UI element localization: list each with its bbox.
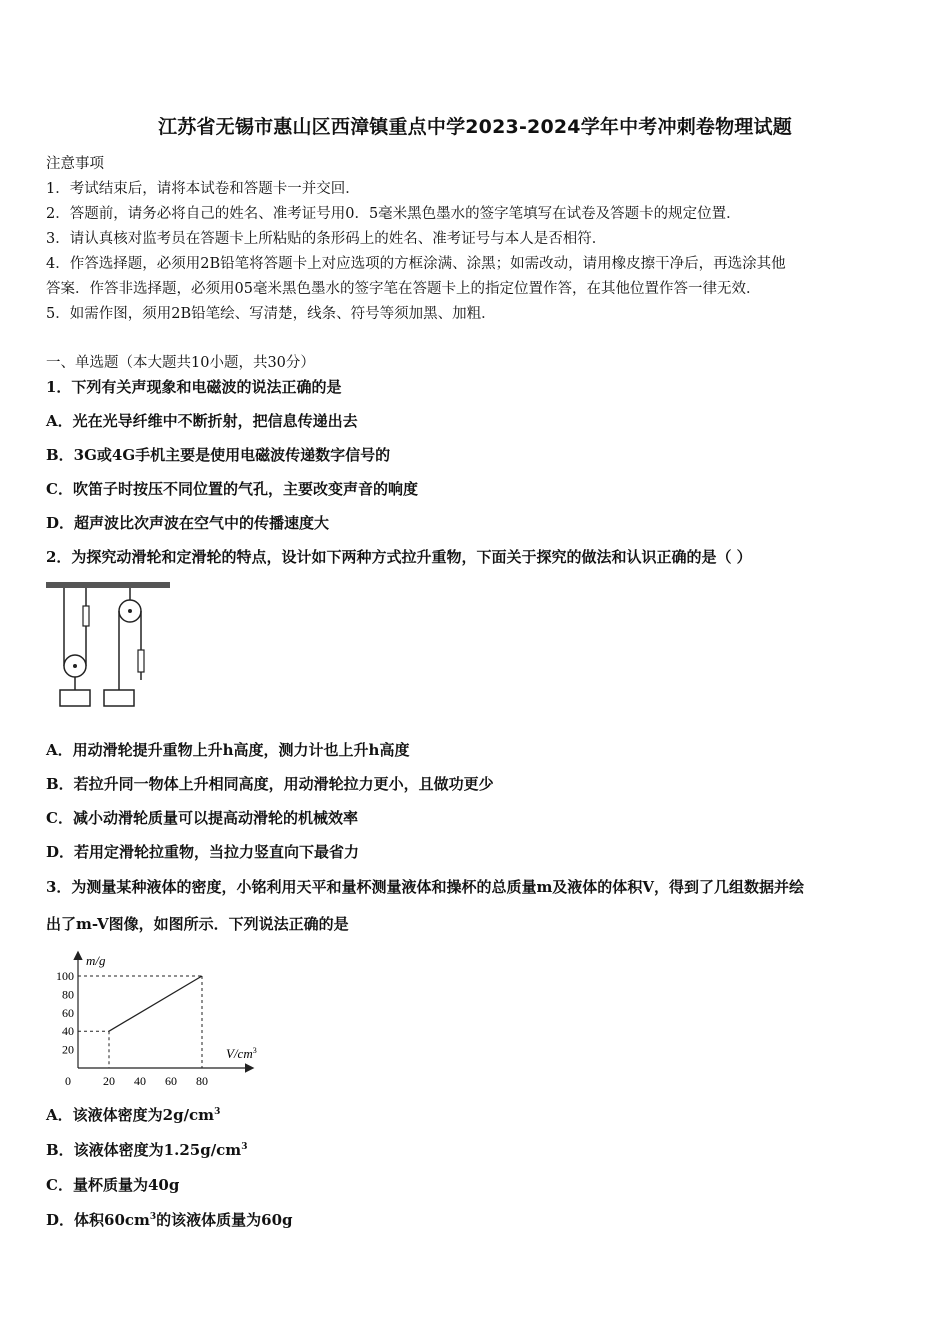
- question-1-option-d: D．超声波比次声波在空气中的传播速度大: [46, 514, 330, 532]
- question-1-option-c: C．吹笛子时按压不同位置的气孔，主要改变声音的响度: [46, 480, 418, 498]
- section-heading: 一、单选题（本大题共10小题，共30分）: [46, 355, 315, 371]
- pulley-diagram: [44, 578, 174, 710]
- question-3-stem-line1: 3．为测量某种液体的密度，小铭利用天平和量杯测量液体和操杯的总质量m及液体的体积V，得到了几组数据并绘: [46, 878, 804, 896]
- spring-scale-left: [83, 606, 89, 626]
- notice-item: 3．请认真核对监考员在答题卡上所粘贴的条形码上的姓名、准考证号与本人是否相符．: [46, 231, 607, 247]
- question-2-option-a: A．用动滑轮提升重物上升h高度，测力计也上升h高度: [46, 741, 410, 759]
- question-1-option-b: B．3G或4G手机主要是使用电磁波传递数字信号的: [46, 446, 391, 464]
- question-3-stem-line2: 出了m-V图像，如图所示．下列说法正确的是: [46, 915, 349, 933]
- page-title: 江苏省无锡市惠山区西漳镇重点中学2023-2024学年中考冲刺卷物理试题: [158, 116, 792, 138]
- notice-item: 2．答题前，请务必将自己的姓名、准考证号用0．5毫米黑色墨水的签字笔填写在试卷及答题卡的规定位置．: [46, 206, 741, 222]
- notice-item: 5．如需作图，须用2B铅笔绘、写清楚，线条、符号等须加黑、加粗．: [46, 306, 496, 322]
- y-tick-label: 20: [62, 1042, 74, 1057]
- question-1-option-a: A．光在光导纤维中不断折射，把信息传递出去: [46, 412, 358, 430]
- notice-heading: 注意事项: [46, 156, 104, 172]
- y-tick-label: 60: [62, 1005, 74, 1020]
- notice-item: 答案．作答非选择题，必须用05毫米黑色墨水的签字笔在答题卡上的指定位置作答，在其他位置作答一律无效．: [46, 281, 761, 297]
- question-2-option-b: B．若拉升同一物体上升相同高度，用动滑轮拉力更小，且做功更少: [46, 775, 494, 793]
- series-line: [109, 976, 202, 1031]
- mv-chart: [40, 945, 280, 1090]
- x-axis-label: $V/cm^3$: [226, 1046, 257, 1061]
- y-tick-label: 80: [62, 987, 74, 1002]
- x-tick-label: 80: [196, 1074, 208, 1088]
- spring-scale-right: [138, 650, 144, 672]
- x-tick-label: 60: [165, 1074, 177, 1088]
- ceiling-beam: [46, 582, 170, 588]
- question-2-option-d: D．若用定滑轮拉重物，当拉力竖直向下最省力: [46, 843, 360, 861]
- question-2-option-c: C．减小动滑轮质量可以提高动滑轮的机械效率: [46, 809, 358, 827]
- weight-left: [60, 690, 90, 706]
- question-3-option-c: C．量杯质量为40g: [46, 1176, 180, 1194]
- weight-right: [104, 690, 134, 706]
- y-tick-label: 100: [56, 969, 74, 983]
- notice-item: 1．考试结束后，请将本试卷和答题卡一并交回．: [46, 181, 360, 197]
- x-tick-label: 20: [103, 1074, 115, 1088]
- question-3-option-a: A．该液体密度为$2g/cm^3$: [46, 1106, 221, 1124]
- question-3-option-b: B．该液体密度为$1.25g/cm^3$: [46, 1141, 248, 1159]
- question-3-option-d: D．体积$60cm^3$的该液体质量为60g: [46, 1211, 293, 1229]
- x-tick-label: 0: [65, 1074, 71, 1088]
- y-tick-label: 40: [62, 1024, 74, 1039]
- y-axis-label: m/g: [86, 953, 106, 968]
- x-tick-label: 40: [134, 1074, 146, 1088]
- question-2-stem: 2．为探究动滑轮和定滑轮的特点，设计如下两种方式拉升重物，下面关于探究的做法和认识正确的是（ ）: [46, 548, 752, 566]
- question-1-stem: 1．下列有关声现象和电磁波的说法正确的是: [46, 378, 342, 396]
- notice-item: 4．作答选择题，必须用2B铅笔将答题卡上对应选项的方框涂满、涂黑；如需改动，请用橡皮擦干净后，再选涂其他: [46, 256, 786, 272]
